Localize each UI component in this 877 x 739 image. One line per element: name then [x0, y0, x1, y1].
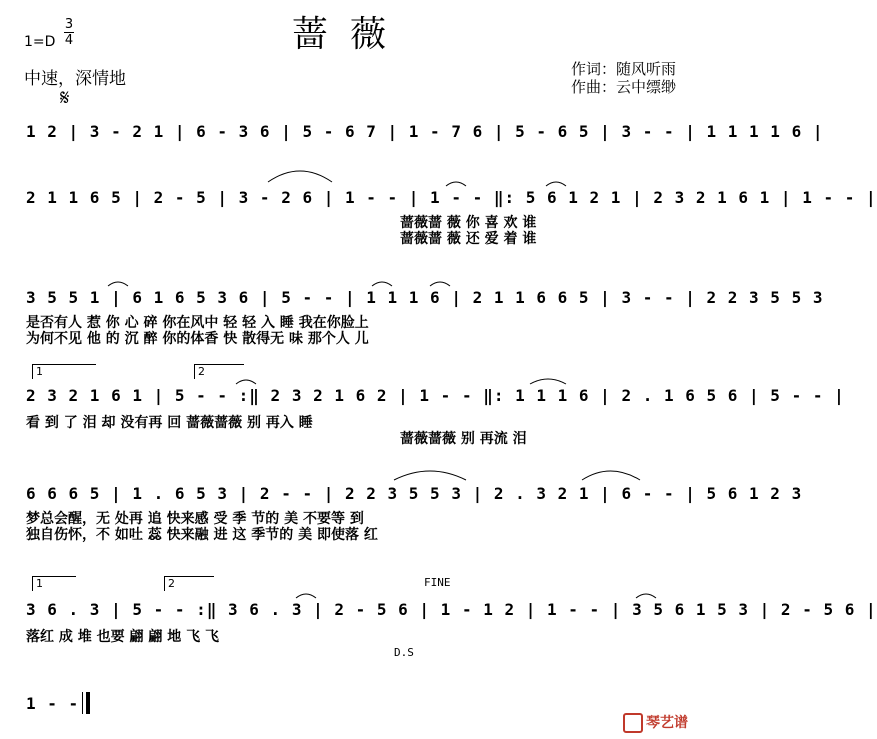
time-signature	[64, 18, 74, 47]
score-row-1-notes: 1 2 | 3 - 2 1 | 6 - 3 6 | 5 - 6 7 | 1 - 7 6 | 5 - 6 5 | 3 - - | 1 1 1 1 6 |	[26, 122, 824, 141]
score-row-6-lyric-1: 落红 成 堆 也要 翩 翩 地 飞 飞	[26, 629, 219, 645]
score-row-2-lyric-2: 蔷薇蔷 薇 还 爱 着 谁	[400, 231, 537, 247]
volta-bracket-2: 2	[194, 364, 244, 379]
volta-bracket-1b: 1	[32, 576, 76, 591]
score-row-7-notes: 1 - -	[26, 694, 80, 713]
final-barline-thin	[82, 692, 83, 714]
score-row-6-notes: 3 6 . 3 | 5 - - :‖ 3 6 . 3 | 2 - 5 6 | 1 - 1 2 | 1 - - | 3 5 6 1 5 3 | 2 - 5 6 |	[26, 600, 877, 619]
key-signature: 1=D	[24, 34, 56, 50]
volta-bracket-1: 1	[32, 364, 96, 379]
time-denominator: 4	[64, 33, 74, 48]
score-row-4-lyric-2: 蔷薇蔷薇 别 再流 泪	[400, 431, 527, 447]
segno-icon: 𝄋	[60, 86, 70, 111]
score-row-5-lyric-1: 梦总会醒，无 处再 追 快来感 受 季 节的 美 不要等 到	[26, 511, 364, 527]
lyricist-credit: 作词：随风听雨	[570, 60, 676, 78]
time-numerator: 3	[64, 17, 74, 32]
score-row-2-notes: 2 1 1 6 5 | 2 - 5 | 3 - 2 6 | 1 - - | 1 - - ‖: 5 6 1 2 1 | 2 3 2 1 6 1 | 1 - - |	[26, 188, 877, 207]
score-row-5-lyric-2: 独自伤怀，不 如吐 蕊 快来融 进 这 季节的 美 即使落 红	[26, 527, 378, 543]
score-row-4-notes: 2 3 2 1 6 1 | 5 - - :‖ 2 3 2 1 6 2 | 1 - - ‖: 1 1 1 6 | 2 . 1 6 5 6 | 5 - - |	[26, 386, 845, 405]
watermark-brand	[623, 712, 688, 733]
score-row-3-lyric-2: 为何不见 他 的 沉 醉 你的体香 快 散得无 味 那个人 儿	[26, 331, 369, 347]
brand-name: 琴艺谱	[646, 715, 688, 731]
final-barline-thick	[86, 692, 90, 714]
ds-marking: D.S	[394, 646, 414, 659]
song-title: 蔷薇	[291, 14, 408, 55]
fine-marking: FINE	[424, 576, 451, 589]
score-row-5-notes: 6 6 6 5 | 1 . 6 5 3 | 2 - - | 2 2 3 5 5 3 | 2 . 3 2 1 | 6 - - | 5 6 1 2 3	[26, 484, 803, 503]
score-row-3-notes: 3 5 5 1 | 6 1 6 5 3 6 | 5 - - | 1 1 1 6 | 2 1 1 6 6 5 | 3 - - | 2 2 3 5 5 3	[26, 288, 824, 307]
score-row-3-lyric-1: 是否有人 惹 你 心 碎 你在风中 轻 轻 入 睡 我在你脸上	[26, 315, 369, 331]
brand-logo-icon	[623, 713, 643, 733]
score-row-4-lyric-1: 看 到 了 泪 却 没有再 回 蔷薇蔷薇 别 再入 睡	[26, 415, 313, 431]
score-row-2-lyric-1: 蔷薇蔷 薇 你 喜 欢 谁	[400, 215, 537, 231]
tempo-marking: 中速，深情地	[24, 69, 126, 89]
volta-bracket-2b: 2	[164, 576, 214, 591]
composer-credit: 作曲：云中缥缈	[570, 78, 676, 96]
